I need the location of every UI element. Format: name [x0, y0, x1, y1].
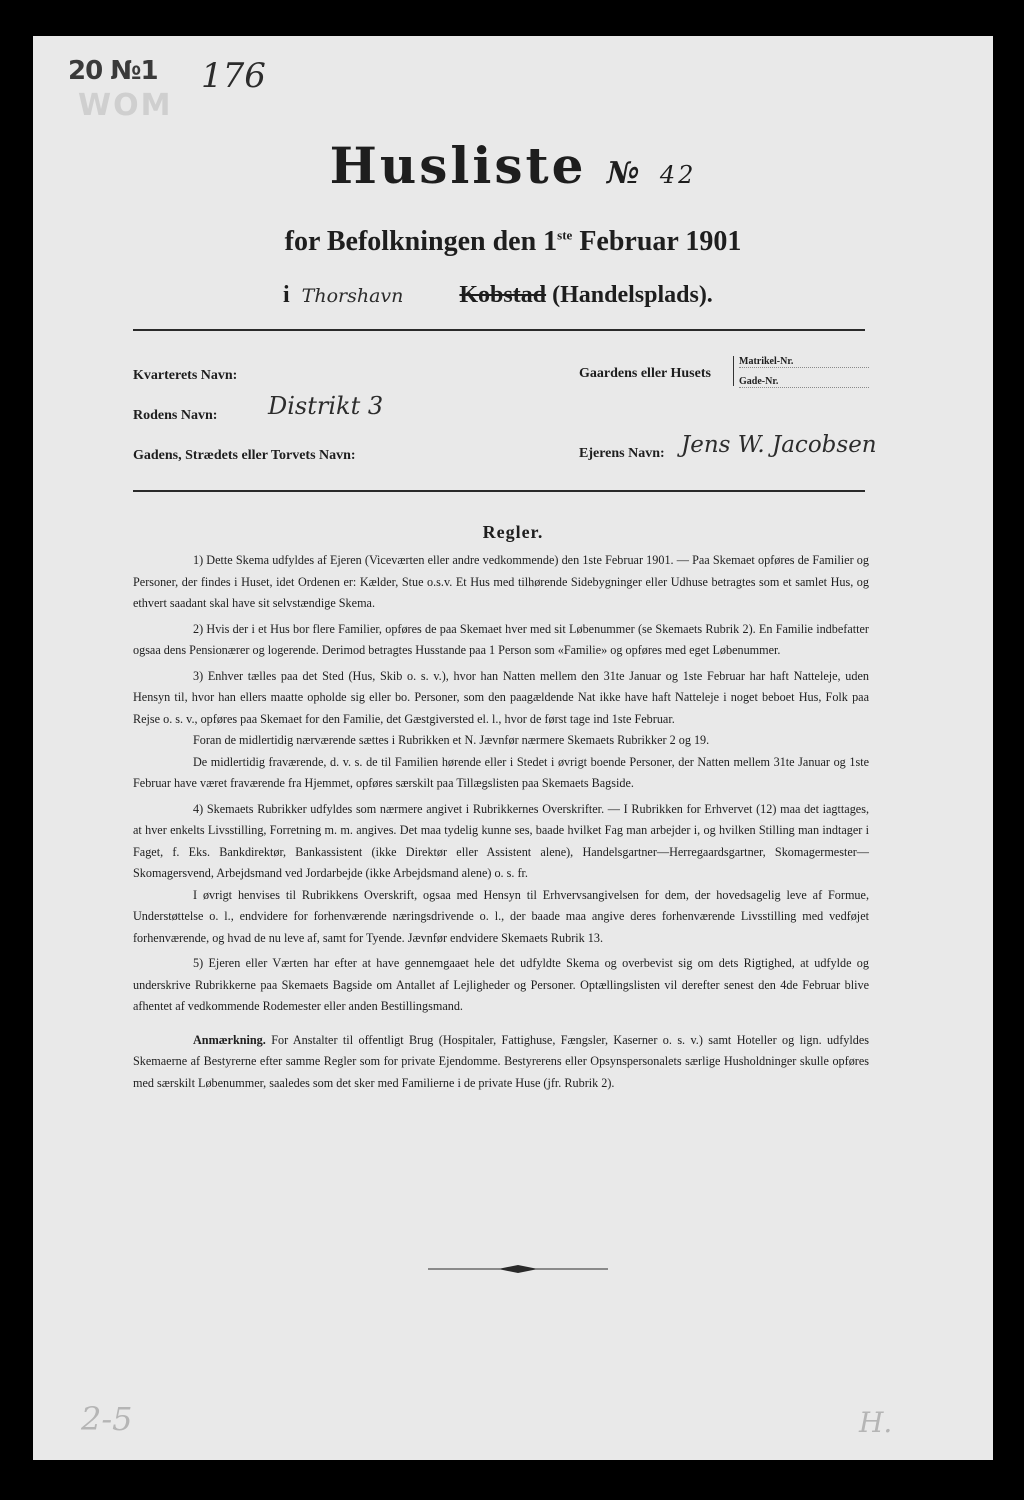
place-line	[283, 282, 713, 309]
folio-number: 176	[201, 56, 266, 96]
place-prefix: i	[283, 282, 290, 308]
faded-stamp: WOM	[78, 88, 173, 123]
kvarter-label: Kvarterets Navn:	[133, 368, 238, 383]
gaard-brace	[733, 356, 734, 386]
rule-3-absent: De midlertidig fraværende, d. v. s. de til Familien hørende eller i Stedet i øvrigt boende Personer, der Natten mellem 31te Januar og 1ste Februar have været fraværende fra Hjemmet, opføres særskilt paa Tillægslisten paa Skemaets Bagside.	[133, 754, 869, 790]
note-label: Anmærkning.	[193, 1032, 266, 1047]
header-divider	[133, 329, 865, 331]
annotation-note	[133, 1030, 869, 1095]
roden-label: Rodens Navn:	[133, 408, 218, 423]
title-text: Husliste	[329, 136, 587, 195]
rules-body	[133, 550, 869, 1098]
fields-divider	[133, 490, 865, 492]
subtitle-part-a: for Befolkningen den 1	[284, 226, 558, 257]
subtitle-sup: ste	[557, 227, 573, 243]
rule-3-foreign: Foran de midlertidig nærværende sættes i Rubrikken et N. Jævnfør nærmere Skemaets Rubrikker 2 og 19.	[193, 733, 710, 747]
rules-heading: Regler.	[482, 522, 544, 542]
rule-4: 4) Skemaets Rubrikker udfyldes som nærmere angivet i Rubrikkernes Overskrifter. — I Rubrikken for Erhvervet (12) maa det iagttages, at hver enkelts Livsstilling, Forretning m. m. angives. Det maa tydelig kunne ses, baade hvilket Fag man arbejder i, og hvilken Stilling man indtager i Faget, f. Eks. Bankdirektør, Bankassistent (ikke Direktør eller Assistent alene), Handelsgartner—Herregaardsgartner, Skomagermester—Skomagersvend, Arbejdsmand ved Jordarbejde (ikke Arbejdsmand alene) o. s. fr.	[133, 801, 869, 880]
rule-2: 2) Hvis der i et Hus bor flere Familier, opføres de paa Skemaet hver med sit Løbenummer (se Skemaets Rubrik 2). En Familie indbefatter ogsaa dens Pensionærer og logerende. Derimod betragtes Husstande paa 1 Person som «Familie» og opføres med eget Løbenummer.	[133, 621, 869, 657]
note-text: For Anstalter til offentligt Brug (Hospitaler, Fattighuse, Fængsler, Kaserner o. s. v.) samt Hoteller og lign. udfyldes Skemaerne af Bestyrerne efter samme Regler som for private Ejendomme. Bestyrerens eller Opsynspersonalets særlige Husholdninger skulle opføres med særskilt Løbenummer, saaledes som det sker med Familierne i de private Huse (jfr. Rubrik 2).	[133, 1032, 869, 1090]
rule-5: 5) Ejeren eller Værten har efter at have gennemgaaet hele det udfyldte Skema og overbevist sig om dets Rigtighed, at udfylde og underskrive Rubrikkerne paa Skemaets Bagside om Antallet af Lejligheder og Personer. Optællingslisten vil derefter senest den 4de Februar blive afhentet af vedkommende Rodemester eller anden Bestillingsmand.	[133, 956, 869, 1013]
rule-4-further: I øvrigt henvises til Rubrikkens Overskrift, ogsaa med Hensyn til Erhvervsangivelsen for dem, der hovedsagelig leve af Formue, Understøttelse o. l., endvidere for forhenværende næringsdrivende o. l., der baade maa angive deres forhenværende Livsstilling med vedføjet forhenværende, og hvad de nu leve af, samt for Tyende. Jævnfør endvidere Skemaets Rubrik 13.	[133, 887, 869, 945]
kobstad-struck: Kobstad	[459, 282, 547, 308]
rule-1: 1) Dette Skema udfyldes af Ejeren (Viceværten eller andre vedkommende) den 1ste Februar 1901. — Paa Skemaet opføres de Familier og Personer, der findes i Huset, idet Ordenen er: Kælder, Stue o.s.v. Et Hus med tilhørende Sidebygninger eller Udhuse betragtes som et samlet Hus, og ethvert saadant skal have sit selvstændige Skema.	[133, 553, 869, 610]
matrikel-label: Matrikel-Nr.	[739, 356, 869, 368]
archive-stamp: 20 №1	[68, 56, 158, 86]
place-name: Thorshavn	[301, 285, 404, 307]
gade-nr-label: Gade-Nr.	[739, 376, 869, 388]
subtitle-part-b: Februar 1901	[572, 226, 742, 257]
number-sign: №	[606, 156, 640, 191]
handelsplads: (Handelsplads).	[552, 282, 713, 308]
ejer-value: Jens W. Jacobsen	[681, 432, 877, 458]
list-number: 42	[659, 161, 697, 189]
gaden-label: Gadens, Strædets eller Torvets Navn:	[133, 448, 356, 463]
pencil-mark-left: 2-5	[81, 1400, 133, 1438]
pencil-mark-right: H.	[859, 1406, 893, 1439]
roden-value: Distrikt 3	[268, 392, 384, 420]
subtitle	[33, 226, 993, 258]
census-form-page	[33, 36, 993, 1460]
page-title	[33, 136, 993, 195]
gaard-label: Gaardens eller Husets	[579, 366, 711, 381]
ejer-label: Ejerens Navn:	[579, 446, 665, 461]
flourish-ornament	[428, 1262, 608, 1276]
rule-3: 3) Enhver tælles paa det Sted (Hus, Skib o. s. v.), hvor han Natten mellem den 31te Januar og 1ste Februar har haft Natteleje, uden Hensyn til, hvor han ellers maatte opholde sig eller bo. Personer, som den paagældende Nat ikke have haft Natteleje i noget beboet Hus, Folk paa Rejse o. s. v., opføres paa Skemaet for den Familie, det Gæstgiversted el. l., hvor de først tage ind 1ste Februar.	[133, 668, 869, 726]
